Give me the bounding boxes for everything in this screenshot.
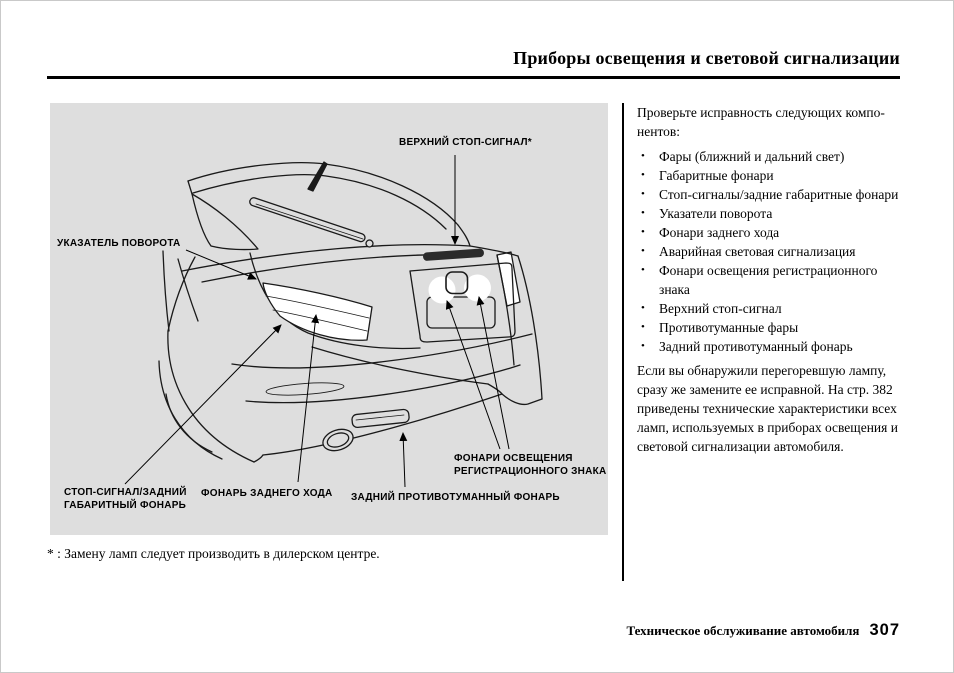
callout-plate-lights-label [454, 452, 606, 478]
bullet-icon: • [641, 245, 645, 257]
title-rule [47, 76, 900, 79]
list-item [637, 337, 909, 356]
paragraph-line: сразу же замените ее исправной. На стр. 382 [637, 382, 893, 397]
intro-line: нентов: [637, 124, 681, 139]
paragraph-line: Если вы обнаружили перегоревшую лампу, [637, 363, 887, 378]
intro-line: Проверьте исправность следующих компо- [637, 105, 885, 120]
list-item [637, 318, 909, 337]
bullet-icon: • [641, 264, 645, 276]
callout-plate-lights-line1: ФОНАРИ ОСВЕЩЕНИЯ [454, 453, 573, 464]
list-item-text: Габаритные фонари [659, 168, 774, 183]
replacement-note-paragraph [637, 361, 909, 456]
footer-section-title: Техническое обслуживание автомобиля [626, 623, 860, 638]
bullet-icon: • [641, 321, 645, 333]
callout-turn-signal-label: УКАЗАТЕЛЬ ПОВОРОТА [57, 238, 181, 249]
paragraph-line: световой сигнализации автомобиля. [637, 439, 844, 454]
list-item-text: Задний противотуманный фонарь [659, 339, 853, 354]
paragraph-line: приведены технические характеристики всех [637, 401, 897, 416]
list-item-text: Стоп-сигналы/задние габаритные фонари [659, 187, 899, 202]
bullet-icon: • [641, 226, 645, 238]
callout-rear-fog-label: ЗАДНИЙ ПРОТИВОТУМАННЫЙ ФОНАРЬ [351, 492, 560, 503]
list-item-text: Фонари заднего хода [659, 225, 780, 240]
list-item [637, 223, 909, 242]
list-item-text: Фары (ближний и дальний свет) [659, 149, 845, 164]
callout-stop-tail-line1: СТОП-СИГНАЛ/ЗАДНИЙ [64, 487, 187, 498]
list-item-text: Фонари освещения регистрационного знака [659, 263, 878, 297]
callout-reverse-light-label: ФОНАРЬ ЗАДНЕГО ХОДА [201, 488, 333, 499]
column-divider [622, 103, 624, 581]
diagram-panel [50, 103, 608, 535]
bullet-icon: • [641, 169, 645, 181]
bullet-icon: • [641, 302, 645, 314]
footer-page-number: 307 [869, 621, 900, 639]
callout-high-mount-stop-label: ВЕРХНИЙ СТОП-СИГНАЛ* [399, 137, 532, 148]
list-item [637, 147, 909, 166]
page-title: Приборы освещения и световой сигнализации [513, 48, 900, 68]
page-footer [626, 621, 900, 640]
list-item [637, 242, 909, 261]
paragraph-line: ламп, используемых в приборах освещения и [637, 420, 898, 435]
bullet-icon: • [641, 150, 645, 162]
callout-stop-tail-label [64, 486, 187, 512]
list-item-text: Аварийная световая сигнализация [659, 244, 856, 259]
checklist [637, 147, 909, 356]
list-item-text: Указатели поворота [659, 206, 773, 221]
checklist-column [637, 103, 909, 456]
list-item [637, 299, 909, 318]
list-item-text: Верхний стоп-сигнал [659, 301, 782, 316]
bullet-icon: • [641, 207, 645, 219]
list-item [637, 166, 909, 185]
bullet-icon: • [641, 188, 645, 200]
callout-stop-tail-line2: ГАБАРИТНЫЙ ФОНАРЬ [64, 500, 187, 511]
list-item [637, 204, 909, 223]
list-item [637, 261, 909, 299]
list-item [637, 185, 909, 204]
footnote: * : Замену ламп следует производить в дилерском центре. [47, 546, 380, 561]
checklist-intro [637, 103, 909, 141]
callout-plate-lights-line2: РЕГИСТРАЦИОННОГО ЗНАКА [454, 466, 607, 477]
bullet-icon: • [641, 340, 645, 352]
list-item-text: Противотуманные фары [659, 320, 799, 335]
